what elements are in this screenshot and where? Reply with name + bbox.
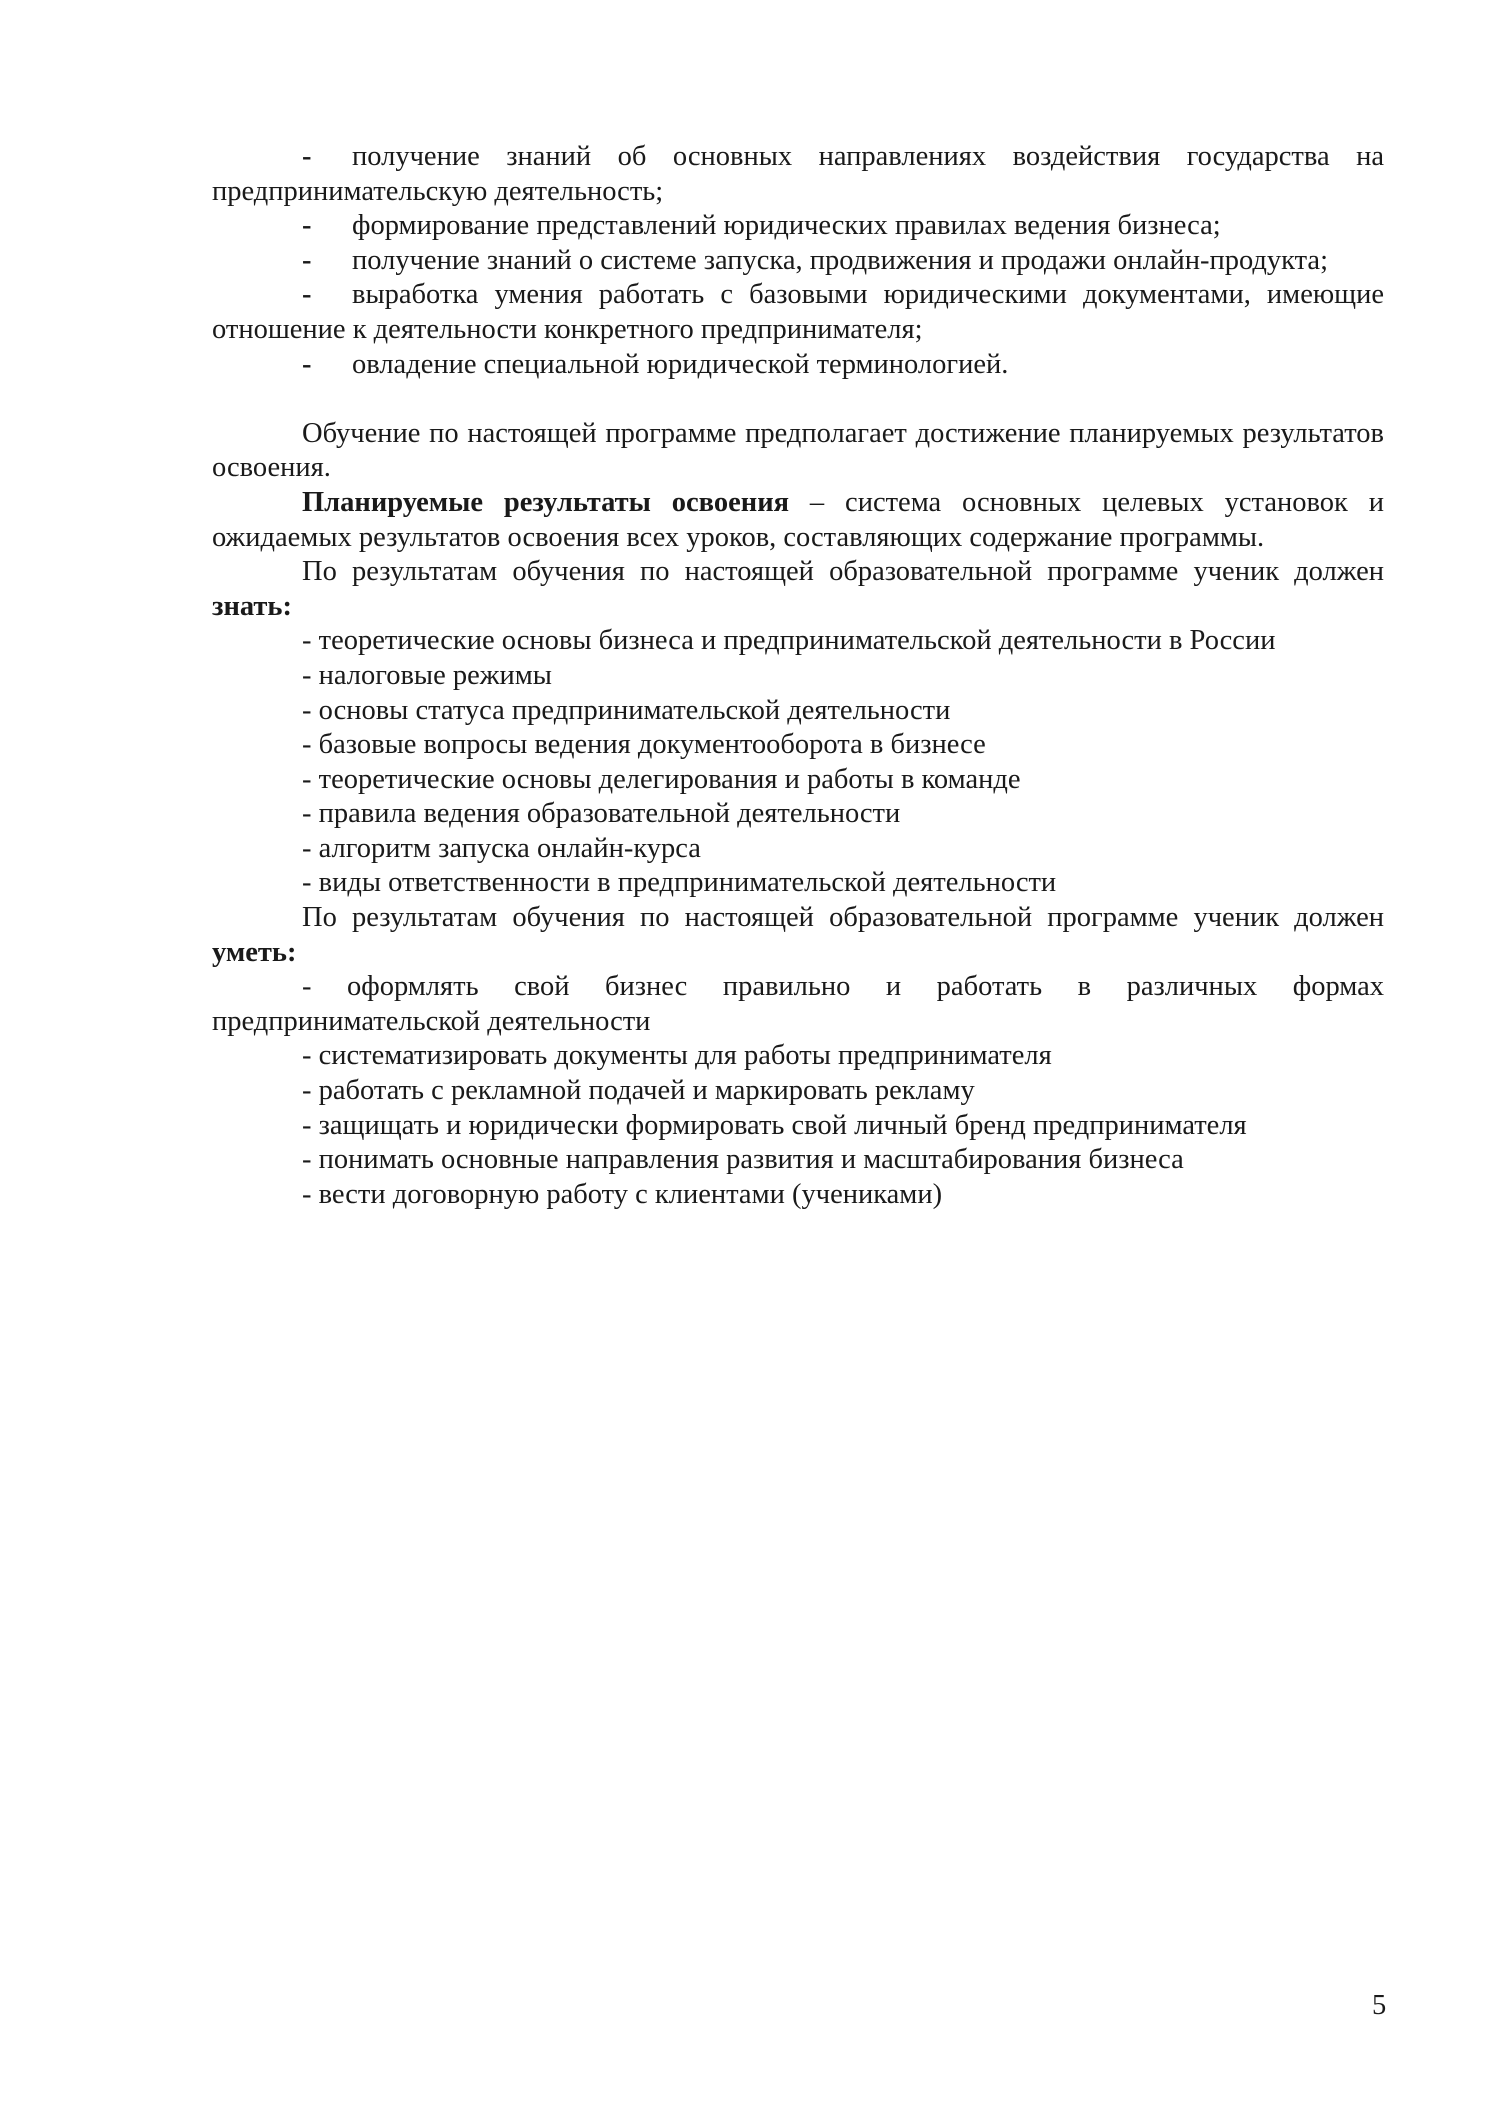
know-item: - теоретические основы бизнеса и предпринимательской деятельности в России <box>302 625 1276 657</box>
bullet-marker: - <box>302 141 312 172</box>
planned-results-definition: – система основных целевых установок и ожидаемых результатов освоения всех уроков, составляющих содержание программы. <box>212 486 1384 553</box>
skills-item: - вести договорную работу с клиентами (учениками) <box>302 1178 943 1210</box>
bullet-marker: - <box>302 244 312 276</box>
document-page <box>212 140 1384 1212</box>
goal-item <box>212 209 1384 244</box>
goal-text: выработка умения работать с базовыми юридическими документами, имеющие отношение к деятельности конкретного предпринимателя; <box>212 279 1384 345</box>
goal-text: овладение специальной юридической терминологией. <box>352 348 1009 380</box>
goal-text: получение знаний об основных направлениях воздействия государства на предпринимательскую деятельность; <box>212 141 1384 207</box>
bullet-marker: - <box>302 348 312 380</box>
goal-item <box>212 278 1384 347</box>
know-item: - алгоритм запуска онлайн-курса <box>302 832 701 864</box>
know-item: - базовые вопросы ведения документооборота в бизнесе <box>302 729 986 761</box>
skills-item: - систематизировать документы для работы предпринимателя <box>302 1040 1052 1072</box>
know-item: - теоретические основы делегирования и работы в команде <box>302 763 1021 795</box>
know-item: - виды ответственности в предпринимательской деятельности <box>302 867 1057 899</box>
skills-item: - защищать и юридически формировать свой личный бренд предпринимателя <box>302 1109 1247 1141</box>
skills-item: - понимать основные направления развития и масштабирования бизнеса <box>302 1144 1184 1176</box>
paragraph-spacer <box>212 382 1384 417</box>
page-number: 5 <box>1372 1990 1387 2021</box>
know-lead-text: По результатам обучения по настоящей образовательной программе ученик должен <box>302 556 1384 588</box>
know-list <box>212 624 1384 901</box>
goal-item <box>212 348 1384 383</box>
skills-item: - оформлять свой бизнес правильно и работать в различных формах предпринимательской деятельности <box>212 971 1384 1037</box>
goal-text: получение знаний о системе запуска, продвижения и продажи онлайн-продукта; <box>352 244 1328 276</box>
intro-paragraph: Обучение по настоящей программе предполагает достижение планируемых результатов освоения. <box>212 417 1384 484</box>
bullet-marker: - <box>302 279 312 311</box>
bullet-marker: - <box>302 210 312 242</box>
planned-results-paragraph <box>212 486 1384 555</box>
goals-list <box>212 140 1384 382</box>
know-lead-paragraph <box>212 555 1384 624</box>
skills-list <box>212 970 1384 1212</box>
know-keyword: знать: <box>212 590 292 622</box>
know-item: - правила ведения образовательной деятельности <box>302 798 901 830</box>
goal-item <box>212 140 1384 209</box>
skills-lead-paragraph <box>212 901 1384 970</box>
goal-text: формирование представлений юридических правилах ведения бизнеса; <box>352 210 1221 242</box>
skills-item: - работать с рекламной подачей и маркировать рекламу <box>302 1075 975 1107</box>
skills-lead-text: По результатам обучения по настоящей образовательной программе ученик должен <box>302 902 1384 934</box>
planned-results-term: Планируемые результаты освоения <box>302 486 790 518</box>
know-item: - налоговые режимы <box>302 659 552 691</box>
skills-keyword: уметь: <box>212 936 297 968</box>
know-item: - основы статуса предпринимательской деятельности <box>302 694 951 726</box>
goal-item <box>212 244 1384 279</box>
